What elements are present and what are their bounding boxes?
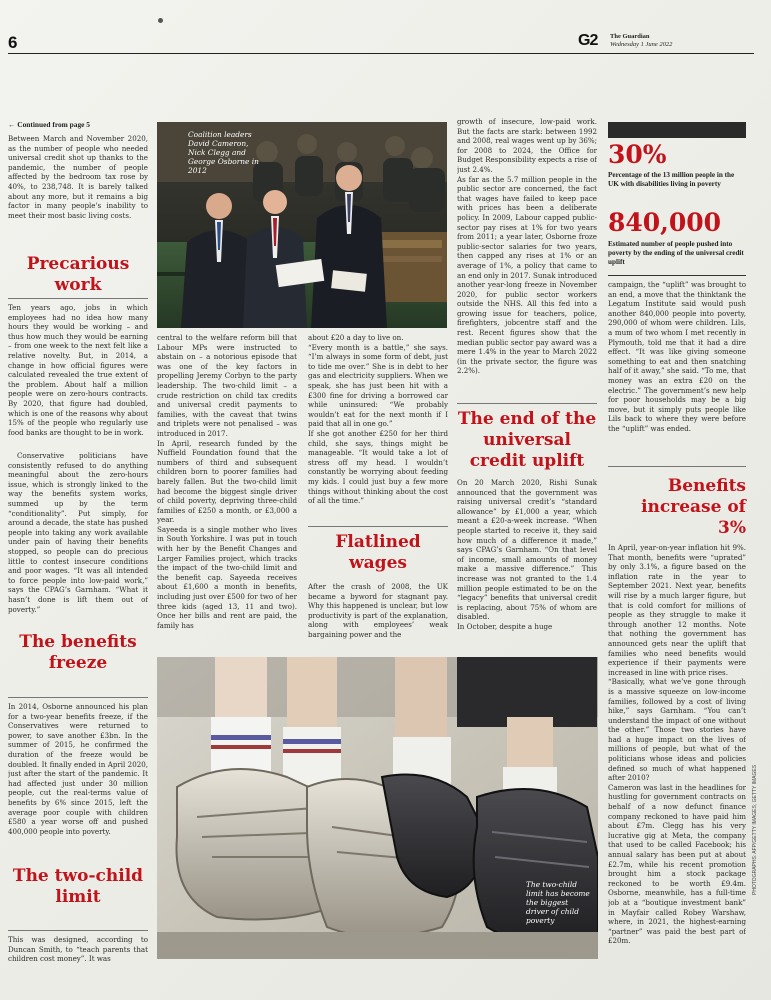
stat-840000-label: Estimated number of people pushed into poverty by the ending of the universal credit uplift <box>608 240 744 266</box>
heading-benefits-increase: Benefits increase of 3% <box>641 476 746 538</box>
stats-band <box>608 122 746 138</box>
heading-two-child-limit: The two-child limit <box>12 866 144 907</box>
intro-text: Between March and November 2020, as the number of people who needed universal credit shot up thanks to the pandemic, the number of people affected by the bedroom tax rose by 40%, to 238,748. It is barely talked about any more, but it remains a big factor in many people's inability to meet their most basic living costs. <box>8 134 148 220</box>
divider <box>8 697 148 698</box>
column-five-text: campaign, the “uplift” was brought to an end, a move that the thinktank the Legatum Institute said would push another 840,000 people into poverty, 290,000 of whom were children. Lils, a mum of two whom I met recently in Plymouth, told me that it had a dire effect. “It was like giving someone something to eat and then snatching half of it away,” she said. “To me, that money was an extra £20 on the electric.” The government’s new help for poor households may be a big move, but it simply puts people like Lils back to where they were before the “uplift” was ended. <box>608 280 746 433</box>
section-logo: G2 <box>578 32 598 49</box>
top-photo-caption: Coalition leaders David Cameron, Nick Clegg and George Osborne in 2012 <box>188 130 259 175</box>
issue-date: Wednesday 1 June 2022 <box>610 41 673 48</box>
column-four-text: growth of insecure, low-paid work. But the facts are stark: between 1992 and 2008, real wages went up by 36%; for 2008 to 2024, the Office for Budget Responsibility expects a rise of just 2.4%. As far as the 5.7 million people in the public sector are concerned, the fact that wages have failed to keep pace with prices has been a deliberate policy. In 2009, Labour capped public-sector pay rises at 1% for two years from 2011; a year later, Osborne froze public-sector salaries for two years, then capped any rises at 1% or an average of 1%, a policy that came to an end only in 2017. Sunak introduced another year-long freeze in November 2020, for public sector workers outside the NHS. All this fed into a growing issue for teachers, police, firefighters, jobcentre staff and the rest. Recent figures show that the median public sector pay award was a mere 1.4% in the year to March 2022 (in the private sector, the figure was 2.2%). <box>457 117 597 376</box>
stat-thirty-percent: 30% <box>608 140 667 169</box>
masthead <box>610 33 672 49</box>
freeze-paragraph: In 2014, Osborne announced his plan for a two-year benefits freeze, if the Conservatives were returned to power, to save another £3bn. In the summer of 2015, he confirmed the duration of the freeze would be doubled. It finally ended in April 2020, just after the start of the pandemic. It had affected just under 30 million people, cut the real-terms value of benefits by 6% since 2015, left the average poor couple with children £580 a year worse off and pushed 400,000 people into poverty. <box>8 702 148 836</box>
precarious-paragraph-2: Conservative politicians have consistently refused to do anything meaningful about the zero-hours issue, which is strongly linked to the way the benefits system works, summed up by the term “conditionality”. Put simply, for around a decade, the state has pushed people into taking any work available under pain of having their benefits stopped, so people can do precious little to contest insecure conditions and poor wages. “It was all intended to force people into low-paid work,” says the CPAG’s Garnham. “What it hasn’t done is lift them out of poverty.” <box>8 451 148 614</box>
divider <box>8 298 148 299</box>
divider <box>8 930 148 931</box>
divider <box>608 466 746 467</box>
paper-name: The Guardian <box>610 33 650 40</box>
flatlined-paragraph: After the crash of 2008, the UK became a byword for stagnant pay. Why this happened is unclear, but low productivity is part of the explanation, along with employees’ weak bargaining power and the <box>308 582 448 639</box>
page-number: 6 <box>8 33 18 52</box>
punch-hole <box>158 18 163 23</box>
stat-840000: 840,000 <box>608 208 722 237</box>
divider <box>457 403 597 404</box>
uplift-paragraph: On 20 March 2020, Rishi Sunak announced that the government was raising universal credit’s “standard allowance” by £1,000 a year, which meant a £20-a-week increase. “When people started to receive it, they said how much of a difference it made,” says CPAG’s Garnham. “On that level of income, small amounts of money make a massive difference.” This increase was not granted to the 1.4 million people estimated to be on the “legacy” benefits that universal credit is replacing, about 75% of whom are disabled. In October, despite a huge <box>457 478 597 631</box>
heading-precarious-work: Precarious work <box>26 254 130 295</box>
two-child-paragraph: This was designed, according to Duncan Smith, to “teach parents that children cost money”. It was <box>8 935 148 964</box>
stat-thirty-percent-label: Percentage of the 13 million people in the UK with disabilities living in poverty <box>608 171 735 188</box>
increase-paragraphs: In April, year-on-year inflation hit 9%. That month, benefits were “uprated” by only 3.1%, a figure based on the inflation rate in the year to September 2021. Next year, benefits will rise by a much larger figure, but that is cold comfort for millions of people as they struggle to make it through another 12 months. Note that nothing the government has announced gets near the uplift that families who need benefits would experience if their payments were increased in line with price rises. “Basically, what we’ve gone through is a massive squeeze on low-income families, followed by a cost of living hike,” says Garnham. “You can’t understand the impact of one without the other.” Those two stories have had a huge impact on the lives of millions of people, but what of the politicians whose ideas and policies defined so much of what happened after 2010? Cameron was last in the headlines for hustling for government contracts on behalf of a now defunct finance company reckoned to have paid him about £7m. Clegg has his very lucrative gig at Meta, the company that used to be called Facebook; his annual salary has been put at about £2.7m, while his recent promotion brought him a stock package reckoned to be worth £9.4m. Osborne, meanwhile, has a full-time job at a “boutique investment bank” in Mayfair called Robey Warshaw, where, in 2021, the highest-earning “partner” was paid the best part of £20m. <box>608 543 746 946</box>
precarious-paragraph-1: Ten years ago, jobs in which employees had no idea how many hours they would be working – and thus how much they would be earning – from one week to the next felt like a relative novelty. But, in 2014, a change in how official figures were calculated revealed the true extent of the problem. About half a million people were on zero-hours contracts. By 2020, that figure had doubled, which is one of the reasons why about 15% of the people who regularly use food banks are thought to be in work. <box>8 303 148 437</box>
photo-credit: PHOTOGRAPHS: AFP/GETTY IMAGES; GETTY IMAGES <box>752 764 758 895</box>
column-three-text: about £20 a day to live on. “Every month is a battle,” she says. “I’m always in some form of debt, just to tide me over.” She is in debt to her gas and electricity suppliers. When we speak, she has just been hit with a £300 fine for driving a borrowed car while uninsured: “We probably wouldn’t eat for the next month if I paid that all in one go.” If she got another £250 for her third child, she says, things might be manageable. “It would take a lot of stress off my head. I wouldn’t constantly be worrying about feeding my kids. I could just buy a few more things without thinking about the cost of all the time.” <box>308 333 448 506</box>
divider <box>308 526 448 527</box>
heading-flatlined-wages: Flatlined wages <box>335 532 421 573</box>
heading-benefits-freeze: The benefits freeze <box>19 632 137 673</box>
column-two-text: central to the welfare reform bill that Labour MPs were instructed to abstain on – a notorious episode that was one of the key factors in propelling Jeremy Corbyn to the party leadership. The two-child limit – a crude restriction on child tax credits and universal credit payments to families, with the caveat that twins and triplets were not penalised – was introduced in 2017. In April, research funded by the Nuffield Foundation found that the numbers of third and subsequent children born to poorer families had barely fallen. But the two-child limit had become the biggest single driver of child poverty, depriving three-child families of £250 a month, or £3,000 a year. Sayeeda is a single mother who lives in South Yorkshire. I was put in touch with her by the Benefit Changes and Larger Families project, which tracks the impact of the two-child limit and the benefit cap. Sayeeda receives about £1,600 a month in benefits, including just over £500 for two of her three kids (aged 13, 11 and two). Once her bills and rent are paid, the family has <box>157 333 297 630</box>
header-rule <box>8 53 754 54</box>
divider <box>608 275 746 276</box>
continued-from-link[interactable]: ← Continued from page 5 <box>8 120 90 129</box>
heading-end-of-uplift: The end of the universal credit uplift <box>457 409 597 471</box>
bottom-photo-caption: The two-child limit has become the biggest driver of child poverty <box>526 880 590 925</box>
